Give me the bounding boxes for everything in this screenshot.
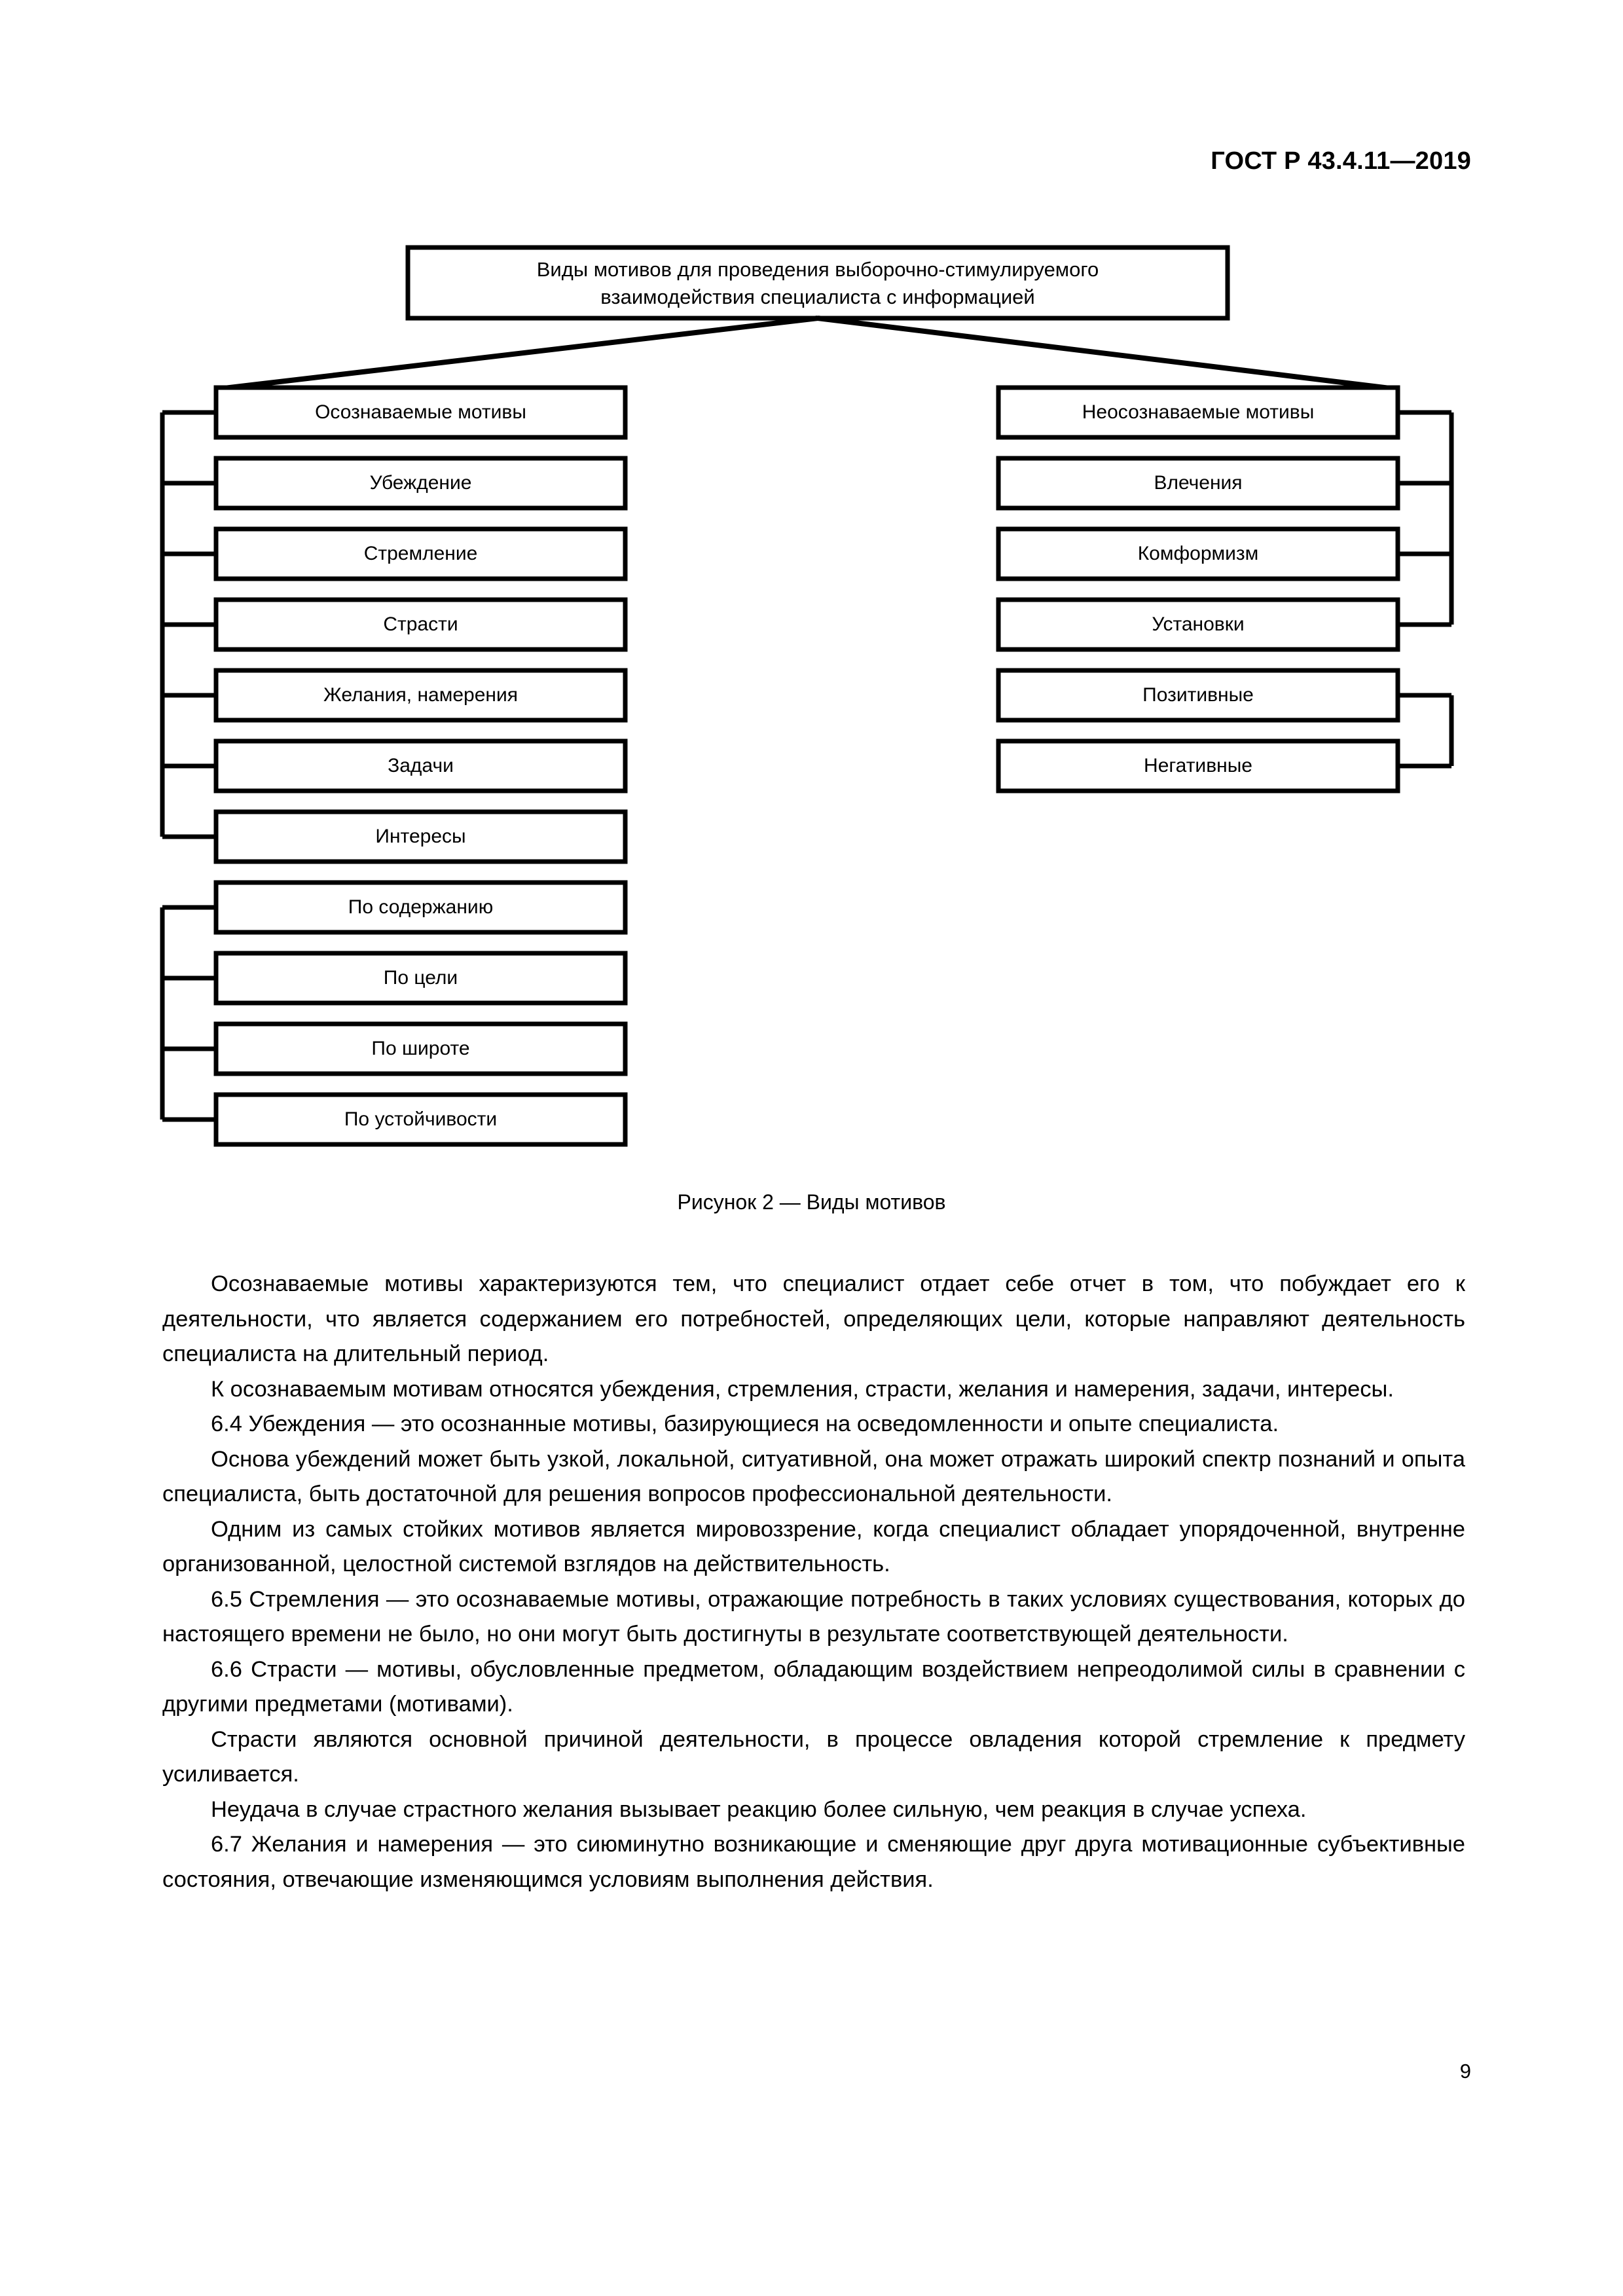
- left-node-11: [216, 1095, 625, 1144]
- body-paragraph: Страсти являются основной причиной деятельности, в процессе овладения которой стремление к предмету усиливается.: [162, 1726, 1465, 1787]
- right-node-3: [998, 529, 1398, 579]
- node-label: Осознаваемые мотивы: [315, 401, 526, 423]
- right-node-6: [998, 741, 1398, 791]
- diagram-right-column: [998, 388, 1398, 791]
- right-node-2: [998, 458, 1398, 508]
- connector-root-to-left: [219, 318, 818, 389]
- connector-root-to-right: [818, 318, 1395, 389]
- left-node-6: [216, 741, 625, 791]
- node-label: Установки: [1152, 613, 1245, 635]
- node-label: Влечения: [1154, 471, 1243, 494]
- node-label: Позитивные: [1142, 683, 1254, 706]
- left-node-1: [216, 388, 625, 437]
- node-label: Стремление: [363, 542, 478, 564]
- body-paragraph: 6.4 Убеждения — это осознанные мотивы, базирующиеся на осведомленности и опыте специалиста.: [211, 1412, 1279, 1436]
- figure-caption: Рисунок 2 — Виды мотивов: [677, 1190, 946, 1214]
- root-node-label-line1: Виды мотивов для проведения выборочно-стимулируемого: [536, 258, 1099, 282]
- node-label: По содержанию: [348, 896, 494, 918]
- left-node-2: [216, 458, 625, 508]
- diagram-left-column: [216, 388, 625, 1144]
- node-label: Задачи: [388, 754, 454, 776]
- figure-motive-types: [0, 236, 1623, 1172]
- document-standard-code: ГОСТ Р 43.4.11—2019: [1211, 147, 1471, 175]
- node-label: Интересы: [375, 825, 466, 847]
- node-label: По цели: [383, 966, 458, 989]
- body-paragraph: 6.7 Желания и намерения — это сиюминутно возникающие и сменяющие друг друга мотивационные субъективные состояния, отвечающие изменяющимся условиям выполнения действия.: [162, 1832, 1465, 1892]
- root-node-label-line2: взаимодействия специалиста с информацией: [600, 285, 1035, 309]
- left-node-3: [216, 529, 625, 579]
- node-label: Комформизм: [1137, 542, 1259, 564]
- body-paragraph: Осознаваемые мотивы характеризуются тем, что специалист отдает себе отчет в том, что побуждает его к деятельности, что является содержанием его потребностей, определяющих цели, которые направляют деятельность специалиста на длительный период.: [162, 1271, 1465, 1366]
- body-text-block: [162, 1267, 1465, 1897]
- page-number: 9: [1459, 2060, 1471, 2083]
- node-label: Желания, намерения: [323, 683, 518, 706]
- left-node-9: [216, 953, 625, 1003]
- node-label: Негативные: [1144, 754, 1252, 776]
- node-label: По широте: [371, 1037, 470, 1059]
- right-node-1: [998, 388, 1398, 437]
- diagram-root-node: [408, 247, 1228, 318]
- left-node-10: [216, 1024, 625, 1074]
- node-label: Неосознаваемые мотивы: [1082, 401, 1315, 423]
- right-node-4: [998, 600, 1398, 649]
- root-node: [408, 247, 1228, 318]
- left-node-5: [216, 670, 625, 720]
- left-node-7: [216, 812, 625, 862]
- body-paragraph: Неудача в случае страстного желания вызывает реакцию более сильную, чем реакция в случае успеха.: [211, 1796, 1307, 1822]
- body-paragraph: 6.5 Стремления — это осознаваемые мотивы, отражающие потребность в таких условиях существования, которых до настоящего времени не было, но они могут быть достигнуты в результате соответствующей деятельности.: [162, 1586, 1465, 1647]
- body-paragraph: К осознаваемым мотивам относятся убеждения, стремления, страсти, желания и намерения, задачи, интересы.: [211, 1376, 1394, 1402]
- right-node-5: [998, 670, 1398, 720]
- left-node-8: [216, 883, 625, 932]
- body-paragraph: 6.6 Страсти — мотивы, обусловленные предметом, обладающим воздействием непреодолимой силы в сравнении с другими предметами (мотивами).: [162, 1656, 1465, 1717]
- node-label: Убеждение: [369, 471, 472, 494]
- body-paragraph: Одним из самых стойких мотивов является мировоззрение, когда специалист обладает упорядоченной, внутренне организованной, целостной системой взглядов на действительность.: [162, 1516, 1465, 1576]
- figure-diagram-svg: [0, 236, 1623, 1172]
- body-paragraph: Основа убеждений может быть узкой, локальной, ситуативной, она может отражать широкий спектр познаний и опыта специалиста, быть достаточной для решения вопросов профессиональной деятельности.: [162, 1446, 1465, 1506]
- node-label: Страсти: [383, 613, 458, 635]
- node-label: По устойчивости: [344, 1108, 498, 1130]
- left-node-4: [216, 600, 625, 649]
